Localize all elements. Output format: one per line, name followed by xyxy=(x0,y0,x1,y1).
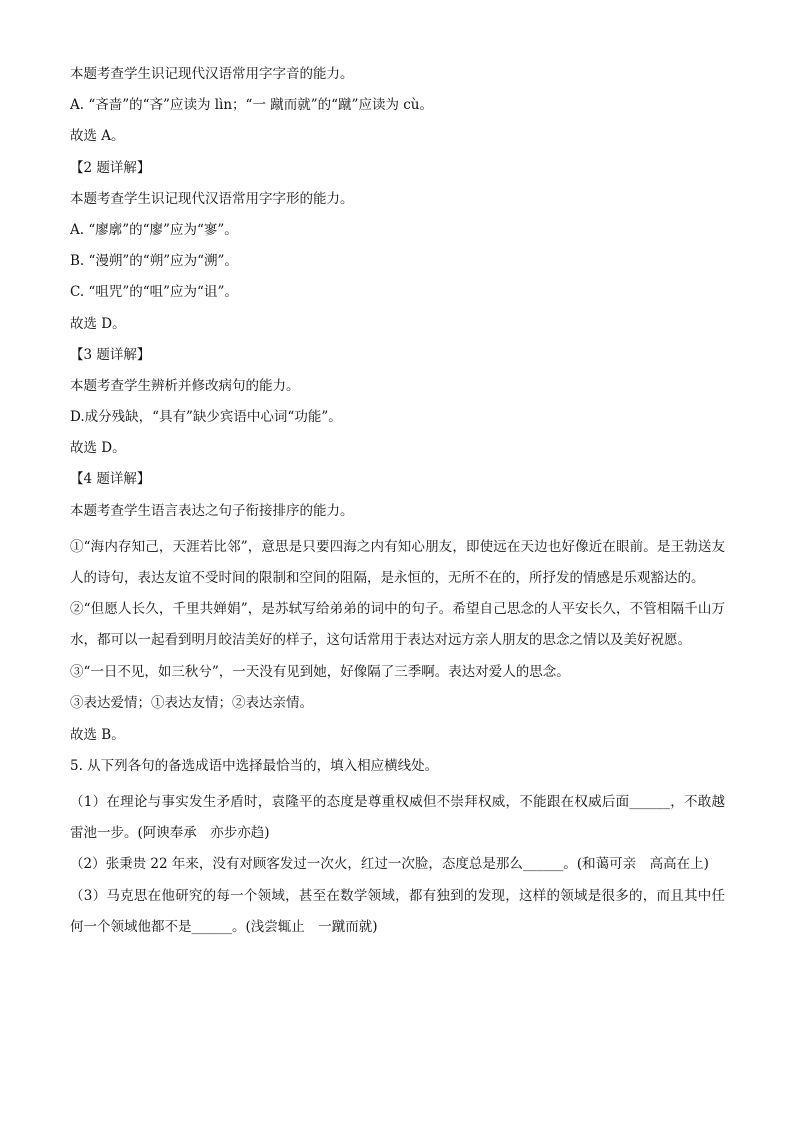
answer-explanation xyxy=(70,64,725,949)
section-heading-2: 【2 题详解】 xyxy=(70,159,151,176)
text-line: B. “漫朔”的“朔”应为“溯”。 xyxy=(70,253,238,270)
explanation-paragraph-2: ②“但愿人长久，千里共婵娟”，是苏轼写给弟弟的词中的句子。希望自己思念的人平安长久，不管相隔千山万水，都可以一起看到明月皎洁美好的样子，这句话常用于表达对远方亲人朋友的思念之情以及美好祝愿。 xyxy=(70,601,725,649)
text-line: D.成分残缺，“具有”缺少宾语中心词“功能”。 xyxy=(70,409,342,426)
text-line: 本题考查学生识记现代汉语常用字字音的能力。 xyxy=(70,66,354,82)
text-line: A. “廖廓”的“廖”应为“寥”。 xyxy=(70,221,238,238)
text-line: A. “吝啬”的“吝”应读为 lìn；“一 蹴而就”的“蹴”应读为 cù。 xyxy=(70,97,434,114)
text-line: 故选 A。 xyxy=(70,128,125,145)
text-line: 本题考查学生识记现代汉语常用字字形的能力。 xyxy=(70,190,354,207)
question-5-item-2: （2）张秉贵 22 年来，没有对顾客发过一次火，红过一次脸，态度总是那么______。(和蔼可亲 高高在上) xyxy=(70,856,709,873)
question-5-stem: 5. 从下列各句的备选成语中选择最恰当的，填入相应横线处。 xyxy=(70,757,439,774)
section-heading-3: 【3 题详解】 xyxy=(70,346,151,363)
question-5-item-1: （1）在理论与事实发生矛盾时，袁隆平的态度是尊重权威但不崇拜权威，不能跟在权威后面______，不敢越雷池一步。(阿谀奉承 亦步亦趋) xyxy=(70,793,725,842)
explanation-paragraph-1: ①“海内存知己，天涯若比邻”，意思是只要四海之内有知心朋友，即使远在天边也好像近在眼前。是王勃送友人的诗句，表达友谊不受时间的限制和空间的阻隔，是永恒的，无所不在的，所抒发的情感是乐观豁达的。 xyxy=(70,538,725,587)
text-line: 本题考查学生辨析并修改病句的能力。 xyxy=(70,377,300,394)
text-line: 本题考查学生语言表达之句子衔接排序的能力。 xyxy=(70,502,354,519)
text-line: ③表达爱情；①表达友情；②表达亲情。 xyxy=(70,695,313,712)
section-heading-4: 【4 题详解】 xyxy=(70,471,151,488)
text-line: ③“一日不见，如三秋兮”，一天没有见到她，好像隔了三季啊。表达对爱人的思念。 xyxy=(70,664,570,681)
text-line: C. “咀咒”的“咀”应为“诅”。 xyxy=(70,284,238,301)
text-line: 故选 B。 xyxy=(70,726,125,743)
question-5-item-3: （3）马克思在他研究的每一个领域，甚至在数学领域，都有独到的发现，这样的领域是很多的，而且其中任何一个领域他都不是______。(浅尝辄止 一蹴而就) xyxy=(70,887,725,935)
text-line: 故选 D。 xyxy=(70,440,126,457)
text-line: 故选 D。 xyxy=(70,315,126,332)
